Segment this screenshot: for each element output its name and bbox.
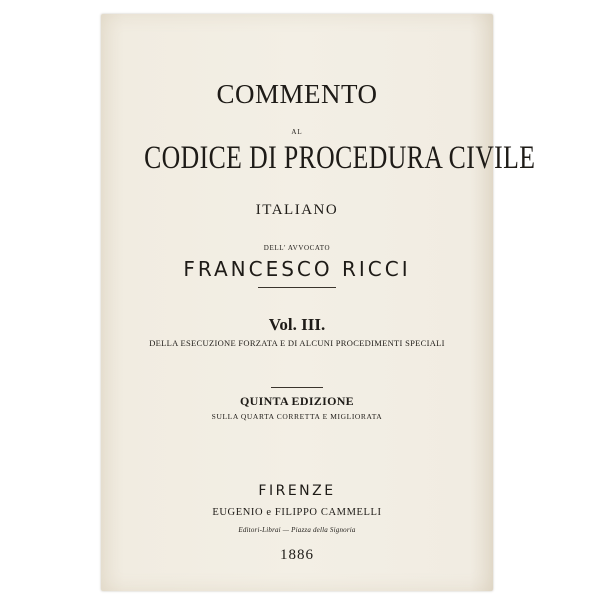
publisher-address: Editori-Librai — Piazza della Signoria — [238, 526, 356, 534]
publisher-name: EUGENIO e FILIPPO CAMMELLI — [212, 507, 382, 518]
edition-note: SULLA QUARTA CORRETTA E MIGLIORATA — [211, 412, 383, 421]
publication-city: FIRENZE — [258, 483, 336, 499]
author-rule — [258, 287, 336, 288]
edition-rule — [271, 387, 323, 388]
code-qualifier: ITALIANO — [255, 202, 339, 218]
author-name: FRANCESCO RICCI — [183, 257, 411, 281]
title-page — [101, 14, 536, 591]
volume-subject: DELLA ESECUZIONE FORZATA E DI ALCUNI PROCEDIMENTI SPECIALI — [149, 338, 445, 348]
title-connector: AL — [291, 128, 303, 136]
volume-number: Vol. III. — [268, 315, 326, 334]
book-title: COMMENTO — [216, 79, 378, 109]
publication-year: 1886 — [280, 547, 314, 563]
code-title: CODICE DI PROCEDURA CIVILE — [144, 140, 536, 176]
author-prefix: DELL' AVVOCATO — [263, 244, 331, 252]
edition-title: QUINTA EDIZIONE — [240, 394, 354, 408]
